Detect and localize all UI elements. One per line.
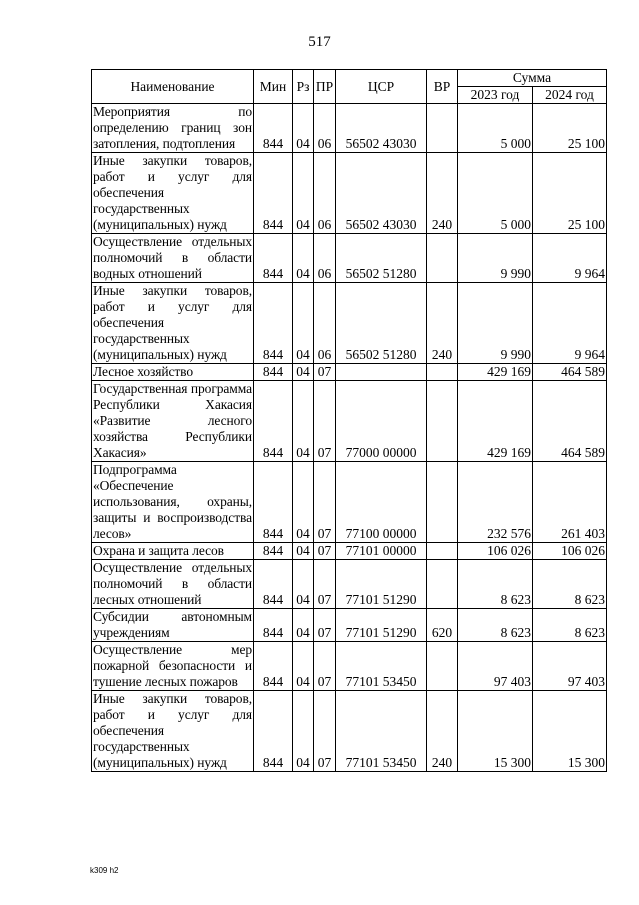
table-row (92, 234, 607, 283)
cell-name: Мероприятия по определению границ зон затопления, подтопления (93, 104, 252, 151)
cell-min: 844 (254, 560, 293, 609)
cell-2023: 5 000 (458, 153, 533, 234)
header-rz: Рз (293, 70, 314, 104)
table-header (92, 70, 607, 104)
cell-rz: 04 (293, 381, 314, 462)
header-sum: Сумма (458, 70, 607, 87)
cell-2024: 15 300 (533, 691, 607, 772)
cell-rz: 04 (293, 234, 314, 283)
cell-min: 844 (254, 381, 293, 462)
table-row (92, 364, 607, 381)
cell-2024: 25 100 (533, 153, 607, 234)
cell-2024: 106 026 (533, 543, 607, 560)
table-row (92, 543, 607, 560)
cell-name: Государственная программа Республики Хакасия «Развитие лесного хозяйства Республики Хакасия» (93, 381, 252, 460)
table-row (92, 642, 607, 691)
cell-vr (427, 381, 458, 462)
header-year-2024: 2024 год (533, 87, 607, 104)
cell-pr: 06 (314, 153, 336, 234)
cell-rz: 04 (293, 364, 314, 381)
cell-csr: 77000 00000 (336, 381, 427, 462)
cell-min: 844 (254, 691, 293, 772)
cell-csr: 77100 00000 (336, 462, 427, 543)
table-row (92, 283, 607, 364)
cell-csr: 56502 43030 (336, 153, 427, 234)
header-pr: ПР (314, 70, 336, 104)
cell-min: 844 (254, 462, 293, 543)
cell-2024: 464 589 (533, 364, 607, 381)
cell-csr: 77101 00000 (336, 543, 427, 560)
cell-rz: 04 (293, 543, 314, 560)
cell-rz: 04 (293, 691, 314, 772)
cell-pr: 07 (314, 642, 336, 691)
cell-name: Иные закупки товаров, работ и услуг для обеспечения государственных (муниципальных) нужд (93, 283, 252, 362)
cell-rz: 04 (293, 642, 314, 691)
cell-2023: 97 403 (458, 642, 533, 691)
cell-min: 844 (254, 364, 293, 381)
cell-rz: 04 (293, 609, 314, 642)
cell-csr: 56502 43030 (336, 104, 427, 153)
cell-name: Лесное хозяйство (92, 364, 254, 381)
table-row (92, 691, 607, 772)
cell-name: Иные закупки товаров, работ и услуг для обеспечения государственных (муниципальных) нужд (93, 691, 252, 770)
cell-2024: 9 964 (533, 283, 607, 364)
cell-pr: 06 (314, 104, 336, 153)
cell-2024: 97 403 (533, 642, 607, 691)
cell-2023: 429 169 (458, 364, 533, 381)
table-row (92, 381, 607, 462)
cell-2023: 8 623 (458, 560, 533, 609)
cell-min: 844 (254, 543, 293, 560)
cell-rz: 04 (293, 153, 314, 234)
cell-vr (427, 462, 458, 543)
cell-vr: 240 (427, 691, 458, 772)
cell-2024: 261 403 (533, 462, 607, 543)
cell-2023: 8 623 (458, 609, 533, 642)
cell-vr: 240 (427, 283, 458, 364)
cell-min: 844 (254, 104, 293, 153)
cell-pr: 07 (314, 381, 336, 462)
cell-csr: 56502 51280 (336, 283, 427, 364)
cell-rz: 04 (293, 462, 314, 543)
cell-pr: 07 (314, 462, 336, 543)
cell-pr: 07 (314, 609, 336, 642)
cell-pr: 07 (314, 543, 336, 560)
cell-csr: 56502 51280 (336, 234, 427, 283)
cell-pr: 06 (314, 283, 336, 364)
cell-2023: 429 169 (458, 381, 533, 462)
cell-vr (427, 364, 458, 381)
cell-2024: 9 964 (533, 234, 607, 283)
cell-2023: 9 990 (458, 283, 533, 364)
budget-table (91, 69, 607, 772)
cell-pr: 07 (314, 364, 336, 381)
header-name: Наименование (92, 70, 254, 104)
cell-2023: 106 026 (458, 543, 533, 560)
table-row (92, 462, 607, 543)
cell-rz: 04 (293, 560, 314, 609)
cell-min: 844 (254, 234, 293, 283)
cell-csr: 77101 53450 (336, 642, 427, 691)
cell-name: Осуществление мер пожарной безопасности и тушение лесных пожаров (93, 642, 252, 689)
cell-2023: 5 000 (458, 104, 533, 153)
header-vr: ВР (427, 70, 458, 104)
cell-rz: 04 (293, 283, 314, 364)
cell-min: 844 (254, 642, 293, 691)
cell-vr: 240 (427, 153, 458, 234)
cell-2023: 15 300 (458, 691, 533, 772)
cell-min: 844 (254, 153, 293, 234)
cell-2024: 464 589 (533, 381, 607, 462)
cell-name: Охрана и защита лесов (92, 543, 254, 560)
cell-vr (427, 234, 458, 283)
cell-name: Субсидии автономным учреждениям (93, 609, 252, 640)
cell-2024: 8 623 (533, 609, 607, 642)
cell-name: Осуществление отдельных полномочий в области водных отношений (93, 234, 252, 281)
table-row (92, 560, 607, 609)
cell-pr: 07 (314, 691, 336, 772)
cell-name: Подпрограмма «Обеспечение использования, охраны, защиты и воспроизводства лесов» (93, 462, 252, 541)
cell-csr: 77101 53450 (336, 691, 427, 772)
cell-csr (336, 364, 427, 381)
cell-vr (427, 560, 458, 609)
cell-pr: 07 (314, 560, 336, 609)
cell-csr: 77101 51290 (336, 560, 427, 609)
cell-pr: 06 (314, 234, 336, 283)
footer-code: k309 h2 (90, 866, 119, 875)
cell-name: Осуществление отдельных полномочий в области лесных отношений (93, 560, 252, 607)
header-year-2023: 2023 год (458, 87, 533, 104)
table-body (92, 104, 607, 772)
cell-vr (427, 104, 458, 153)
header-min: Мин (254, 70, 293, 104)
cell-csr: 77101 51290 (336, 609, 427, 642)
cell-min: 844 (254, 283, 293, 364)
cell-2023: 9 990 (458, 234, 533, 283)
header-csr: ЦСР (336, 70, 427, 104)
table-row (92, 153, 607, 234)
cell-vr (427, 543, 458, 560)
cell-2023: 232 576 (458, 462, 533, 543)
cell-rz: 04 (293, 104, 314, 153)
cell-2024: 8 623 (533, 560, 607, 609)
cell-vr (427, 642, 458, 691)
cell-2024: 25 100 (533, 104, 607, 153)
table-row (92, 104, 607, 153)
table-row (92, 609, 607, 642)
page-number: 517 (308, 34, 331, 50)
cell-name: Иные закупки товаров, работ и услуг для обеспечения государственных (муниципальных) нужд (93, 153, 252, 232)
cell-min: 844 (254, 609, 293, 642)
cell-vr: 620 (427, 609, 458, 642)
